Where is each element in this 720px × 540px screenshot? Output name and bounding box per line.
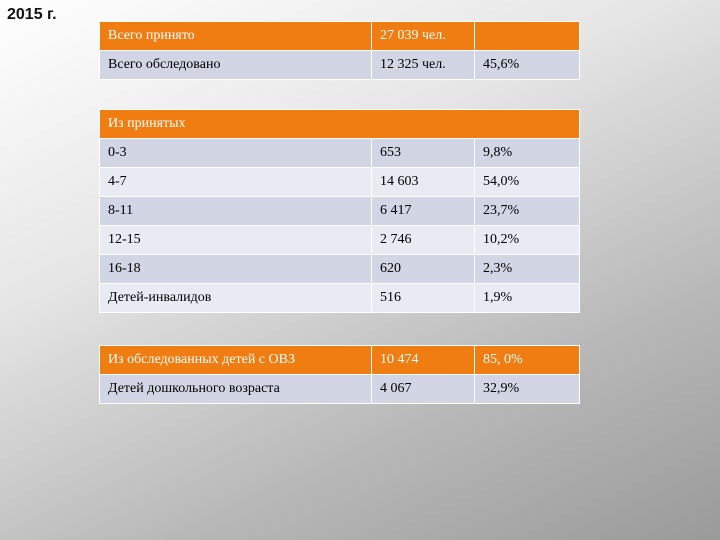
row-percent: 1,9%	[475, 284, 580, 313]
table-row	[100, 168, 580, 197]
row-percent: 85, 0%	[475, 346, 580, 375]
year-label: 2015 г.	[7, 6, 57, 23]
table-row	[100, 255, 580, 284]
row-value: 14 603	[372, 168, 475, 197]
table-row	[100, 226, 580, 255]
row-label: 4-7	[100, 168, 372, 197]
row-label: 0-3	[100, 139, 372, 168]
table-row	[100, 139, 580, 168]
row-value: 2 746	[372, 226, 475, 255]
row-percent: 9,8%	[475, 139, 580, 168]
accepted-header: Из принятых	[100, 110, 580, 139]
summary-row-total-accepted	[100, 22, 580, 51]
row-value: 653	[372, 139, 475, 168]
row-value: 620	[372, 255, 475, 284]
accepted-table	[99, 109, 580, 313]
row-label: 12-15	[100, 226, 372, 255]
table-row	[100, 375, 580, 404]
row-label: Детей дошкольного возраста	[100, 375, 372, 404]
examined-table	[99, 345, 580, 404]
row-percent: 2,3%	[475, 255, 580, 284]
row-value: 6 417	[372, 197, 475, 226]
row-label: 8-11	[100, 197, 372, 226]
summary-percent	[475, 22, 580, 51]
examined-header-row	[100, 346, 580, 375]
row-percent: 10,2%	[475, 226, 580, 255]
row-label: Детей-инвалидов	[100, 284, 372, 313]
accepted-header-row	[100, 110, 580, 139]
summary-table	[99, 21, 580, 80]
row-value: 516	[372, 284, 475, 313]
row-label: Из обследованных детей с ОВЗ	[100, 346, 372, 375]
summary-percent: 45,6%	[475, 51, 580, 80]
row-value: 4 067	[372, 375, 475, 404]
row-percent: 23,7%	[475, 197, 580, 226]
table-row	[100, 284, 580, 313]
row-percent: 54,0%	[475, 168, 580, 197]
summary-row-total-examined	[100, 51, 580, 80]
summary-label: Всего обследовано	[100, 51, 372, 80]
row-label: 16-18	[100, 255, 372, 284]
summary-value: 27 039 чел.	[372, 22, 475, 51]
summary-value: 12 325 чел.	[372, 51, 475, 80]
summary-label: Всего принято	[100, 22, 372, 51]
row-percent: 32,9%	[475, 375, 580, 404]
row-value: 10 474	[372, 346, 475, 375]
table-row	[100, 197, 580, 226]
